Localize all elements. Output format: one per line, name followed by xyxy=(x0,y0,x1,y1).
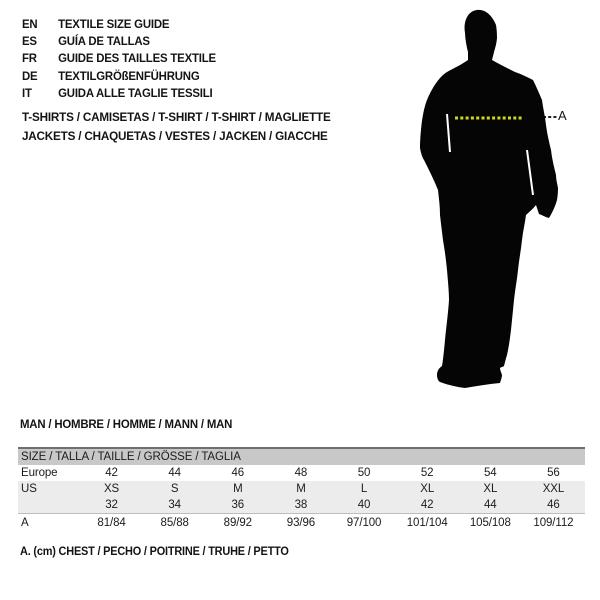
cell: 52 xyxy=(420,467,434,479)
cell: 44 xyxy=(459,497,522,514)
cell: 32 xyxy=(80,497,143,514)
cell: 48 xyxy=(294,467,308,479)
lang-code: IT xyxy=(22,85,32,100)
man-silhouette-svg xyxy=(405,2,585,394)
row-label: US xyxy=(18,481,80,497)
table-row-numeric xyxy=(18,497,585,514)
measure-label-a: A xyxy=(558,108,567,123)
section-title-man: MAN / HOMBRE / HOMME / MANN / MAN xyxy=(20,417,233,431)
row-label xyxy=(18,497,80,514)
cell: 93/96 xyxy=(269,514,332,532)
cell: 42 xyxy=(396,497,459,514)
man-silhouette xyxy=(420,10,558,388)
cell: L xyxy=(333,481,396,497)
cell: 101/104 xyxy=(396,514,459,532)
size-table xyxy=(18,447,585,531)
cell: 89/92 xyxy=(206,514,269,532)
lang-code: FR xyxy=(22,51,37,66)
cell: 97/100 xyxy=(333,514,396,532)
cell: 56 xyxy=(547,467,560,479)
lang-label: TEXTILE SIZE GUIDE xyxy=(58,17,170,31)
cell: M xyxy=(206,481,269,497)
table-row-europe xyxy=(18,465,585,481)
cell: 46 xyxy=(231,467,245,479)
cell: XS xyxy=(80,481,143,497)
category-line-tshirts: T-SHIRTS / CAMISETAS / T-SHIRT / T-SHIRT / MAGLIETTE xyxy=(22,110,331,124)
row-label: A xyxy=(18,514,80,532)
lang-label: TEXTILGRÖßENFÜHRUNG xyxy=(58,68,200,83)
lang-label: GUIDA ALLE TAGLIE TESSILI xyxy=(58,85,213,100)
cell: 38 xyxy=(269,497,332,514)
cell: 85/88 xyxy=(143,514,206,532)
list-item xyxy=(22,16,216,33)
cell: M xyxy=(269,481,332,497)
lang-label: GUÍA DE TALLAS xyxy=(58,34,150,49)
list-item xyxy=(22,85,216,102)
row-label: Europe xyxy=(21,467,58,479)
list-item xyxy=(22,50,216,67)
lang-code: DE xyxy=(22,68,38,83)
cell: 50 xyxy=(357,467,371,479)
cell: XL xyxy=(459,481,522,497)
man-silhouette-figure xyxy=(405,2,585,394)
cell: XXL xyxy=(522,481,585,497)
cell: 46 xyxy=(522,497,585,514)
cell: XL xyxy=(396,481,459,497)
list-item xyxy=(22,68,216,85)
garment-categories xyxy=(22,108,331,145)
cell: 42 xyxy=(105,467,118,479)
cell: 54 xyxy=(484,467,497,479)
cell: 105/108 xyxy=(459,514,522,532)
cell: 44 xyxy=(168,467,181,479)
measurement-footnote: A. (cm) CHEST / PECHO / POITRINE / TRUHE / PETTO xyxy=(20,546,289,558)
lang-code: ES xyxy=(22,34,37,49)
language-guide-list xyxy=(22,16,216,102)
cell: 109/112 xyxy=(522,514,585,532)
cell: 81/84 xyxy=(80,514,143,532)
list-item xyxy=(22,33,216,50)
table-row-chest-a xyxy=(18,514,585,532)
cell: S xyxy=(143,481,206,497)
size-table-header: SIZE / TALLA / TAILLE / GRÖSSE / TAGLIA xyxy=(18,448,585,465)
cell: 40 xyxy=(333,497,396,514)
table-row-us xyxy=(18,481,585,497)
cell: 34 xyxy=(143,497,206,514)
cell: 36 xyxy=(206,497,269,514)
size-table-header-row xyxy=(18,448,585,465)
category-line-jackets: JACKETS / CHAQUETAS / VESTES / JACKEN / GIACCHE xyxy=(22,128,328,143)
lang-code: EN xyxy=(22,17,38,31)
lang-label: GUIDE DES TAILLES TEXTILE xyxy=(58,51,216,66)
